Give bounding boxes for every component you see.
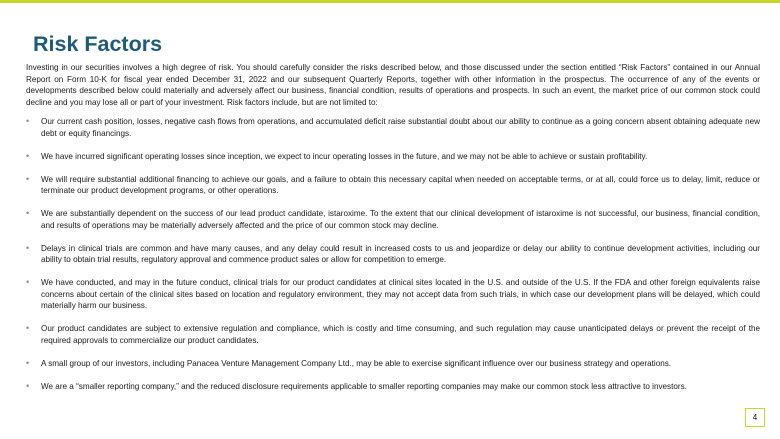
- bullet-icon: •: [26, 358, 30, 369]
- risk-item-text: We are a “smaller reporting company,” and the reduced disclosure requirements applicable to smaller reporting companies may make our common stock less attractive to investors.: [41, 382, 687, 392]
- risk-factor-list: [26, 116, 760, 404]
- bullet-icon: •: [26, 381, 30, 392]
- bullet-icon: •: [26, 208, 30, 219]
- risk-item-text: Delays in clinical trials are common and have many causes, and any delay could result in increased costs to us and jeopardize or delay our ability to continue development activities, including our ability to obtain trial results, regulatory approval and commence product sales or allow for competition to emerge.: [41, 243, 760, 265]
- risk-item-text: We have incurred significant operating losses since inception, we expect to incur operating losses in the future, and we may not be able to achieve or sustain profitability.: [41, 151, 648, 161]
- risk-item-text: Our current cash position, losses, negative cash flows from operations, and accumulated deficit raise substantial doubt about our ability to continue as a going concern absent obtaining adequate new debt or equity financings.: [41, 117, 760, 138]
- risk-item: [26, 277, 760, 312]
- risk-item: [26, 358, 760, 370]
- bullet-icon: •: [26, 116, 30, 126]
- bullet-icon: •: [26, 277, 30, 288]
- risk-item-text: We will require substantial additional financing to achieve our goals, and a failure to obtain this necessary capital when needed on acceptable terms, or at all, could force us to delay, limit, reduce or terminate our product development programs, or other operations.: [41, 174, 760, 196]
- slide-title: Risk Factors: [33, 32, 163, 56]
- bullet-icon: •: [26, 173, 30, 184]
- intro-paragraph: Investing in our securities involves a high degree of risk. You should carefully consider the risks described below, and those discussed under the section entitled “Risk Factors” contained in our Annual Report on Form 10-K for fiscal year ended December 31, 2022 and our subsequent Quarterly Reports, together with other information in the prospectus. The occurrence of any of the events or developments described below could materially and adversely affect our business, financial condition, results of operations and prospects. In such an event, the market price of our common stock could decline and you may lose all or part of your investment. Risk factors include, but are not limited to:: [26, 63, 760, 107]
- risk-item: [26, 323, 760, 346]
- page-number: 4: [745, 408, 765, 427]
- risk-item: [26, 243, 760, 266]
- bullet-icon: •: [26, 323, 30, 334]
- risk-item-text: We are substantially dependent on the success of our lead product candidate, istaroxime. To the extent that our clinical development of istaroxime is not successful, our business, financial condition, and results of operations may be materially adversely affected and the price of our common stock may decline.: [41, 209, 760, 230]
- risk-item: [26, 381, 760, 393]
- risk-item: [26, 151, 760, 163]
- bullet-icon: •: [26, 242, 30, 253]
- risk-item: [26, 174, 760, 197]
- risk-item: [26, 116, 760, 139]
- top-accent-bar: [0, 0, 780, 3]
- bullet-icon: •: [26, 150, 30, 161]
- risk-item: [26, 208, 760, 231]
- risk-item-text: We have conducted, and may in the future conduct, clinical trials for our product candidates at clinical sites located in the U.S. and outside of the U.S. If the FDA and other foreign equivalents raise concerns about certain of the clinical sites based on location and regulatory environment, they may not accept data from such trials, in which case our development plans will be delayed, which could materially harm our business.: [41, 278, 760, 311]
- risk-item-text: A small group of our investors, including Panacea Venture Management Company Ltd., may be able to exercise significant influence over our business strategy and operations.: [41, 359, 672, 369]
- risk-item-text: Our product candidates are subject to extensive regulation and compliance, which is costly and time consuming, and such regulation may cause unanticipated delays or prevent the receipt of the required approvals to commercialize our product candidates.: [41, 324, 760, 346]
